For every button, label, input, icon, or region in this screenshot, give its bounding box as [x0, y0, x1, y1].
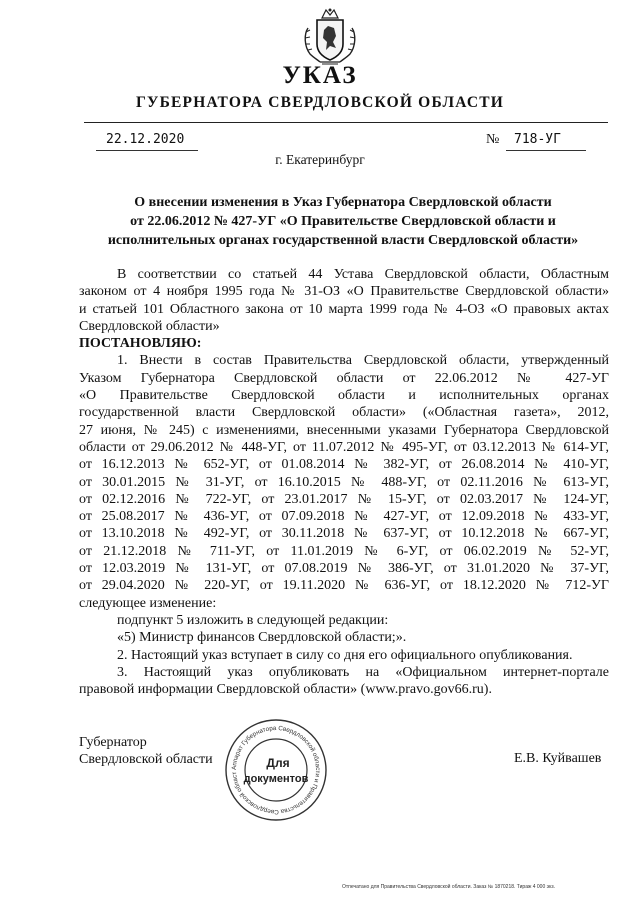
document-subtitle: ГУБЕРНАТОРА СВЕРДЛОВСКОЙ ОБЛАСТИ — [135, 94, 505, 111]
preamble-line: Свердловской области» — [79, 318, 220, 334]
document-title: УКАЗ — [282, 62, 358, 89]
stamp-text: Для — [266, 756, 290, 770]
document-body — [79, 266, 609, 698]
date-underline — [96, 150, 198, 151]
item1-line: от 12.03.2019 № 131-УГ, от 07.08.2019 № 386-УГ, от 31.01.2020 № 37-УГ, — [79, 561, 609, 577]
item1-line: следующее изменение: — [79, 595, 217, 611]
number-underline — [506, 150, 586, 151]
stamp-ring-text: Аппарат Губернатора Свердловской области и Правительства Свердловской област — [230, 724, 322, 816]
item1-line: «О Правительстве Свердловской области и исполнительных органах — [79, 388, 609, 404]
preamble-line: законом от 4 ноября 1995 года № 31-ОЗ «О Правительстве Свердловской области» — [79, 284, 609, 300]
item1-line: от 30.01.2015 № 31-УГ, от 16.10.2015 № 488-УГ, от 02.11.2016 № 613-УГ, — [79, 474, 609, 490]
heading-line: О внесении изменения в Указ Губернатора Свердловской области — [134, 195, 552, 210]
signatory-position — [79, 734, 213, 768]
item1-line: от 16.12.2013 № 652-УГ, от 01.08.2014 № 382-УГ, от 26.08.2014 № 410-УГ, — [79, 457, 609, 473]
item3-line: правовой информации Свердловской области» (www.pravo.gov66.ru). — [79, 682, 492, 698]
item1-line: от 21.12.2018 № 711-УГ, от 11.01.2019 № 6-УГ, от 06.02.2019 № 52-УГ, — [79, 543, 609, 559]
item1-line: области от 29.06.2012 № 448-УГ, от 11.07.2012 № 495-УГ, от 03.12.2013 № 614-УГ, — [79, 439, 609, 455]
decree-keyword: ПОСТАНОВЛЯЮ: — [79, 336, 202, 352]
heading-line: от 22.06.2012 № 427-УГ «О Правительстве Свердловской области и — [130, 214, 556, 229]
heading-line: исполнительных органах государственной власти Свердловской области» — [107, 233, 579, 248]
header-rule — [84, 122, 608, 123]
print-footer: Отпечатано для Правительства Свердловской области. Заказ № 1870218. Тираж 4 000 экз. — [342, 884, 556, 890]
preamble-line: и статьей 101 Областного закона от 10 марта 1999 года № 4-ОЗ «О правовых актах — [79, 301, 609, 317]
item1-line: государственной власти Свердловской области» («Областная газета», 2012, — [79, 405, 609, 421]
subitem-line: подпункт 5 изложить в следующей редакции: — [117, 612, 389, 628]
item1-line: от 02.12.2016 № 722-УГ, от 23.01.2017 № 15-УГ, от 02.03.2017 № 124-УГ, — [79, 491, 609, 507]
item1-line: от 25.08.2017 № 436-УГ, от 07.09.2018 № 427-УГ, от 12.09.2018 № 433-УГ, — [79, 509, 609, 525]
number-sign: № — [486, 132, 500, 147]
item3-line: 3. Настоящий указ опубликовать на «Официальном интернет-портале — [117, 664, 609, 680]
item1-line: 27 июня, № 245) с изменениями, внесенными указами Губернатора Свердловской — [79, 422, 609, 438]
signatory-name: Е.В. Куйвашев — [514, 751, 602, 766]
position-line: Губернатор — [79, 735, 147, 750]
document-date: 22.12.2020 — [106, 132, 185, 147]
stamp-text: документов — [243, 773, 309, 785]
item1-line: от 13.10.2018 № 492-УГ, от 30.11.2018 № 637-УГ, от 10.12.2018 № 667-УГ, — [79, 526, 609, 542]
position-line: Свердловской области — [79, 752, 213, 767]
item2-line: 2. Настоящий указ вступает в силу со дня его официального опубликования. — [117, 647, 573, 663]
official-stamp — [222, 716, 330, 824]
quote-line: «5) Министр финансов Свердловской области;». — [117, 630, 407, 646]
document-number: 718-УГ — [514, 132, 561, 147]
item1-line: Указом Губернатора Свердловской области от 22.06.2012 № 427-УГ — [79, 370, 609, 386]
item1-line: 1. Внести в состав Правительства Свердловской области, утвержденный — [117, 353, 609, 369]
preamble-line: В соответствии со статьей 44 Устава Свердловской области, Областным — [117, 267, 609, 282]
item1-line: от 29.04.2020 № 220-УГ, от 19.11.2020 № 636-УГ, от 18.12.2020 № 712-УГ — [79, 578, 609, 594]
document-city: г. Екатеринбург — [275, 152, 365, 167]
document-heading — [78, 193, 608, 250]
coat-of-arms-emblem — [300, 6, 360, 68]
